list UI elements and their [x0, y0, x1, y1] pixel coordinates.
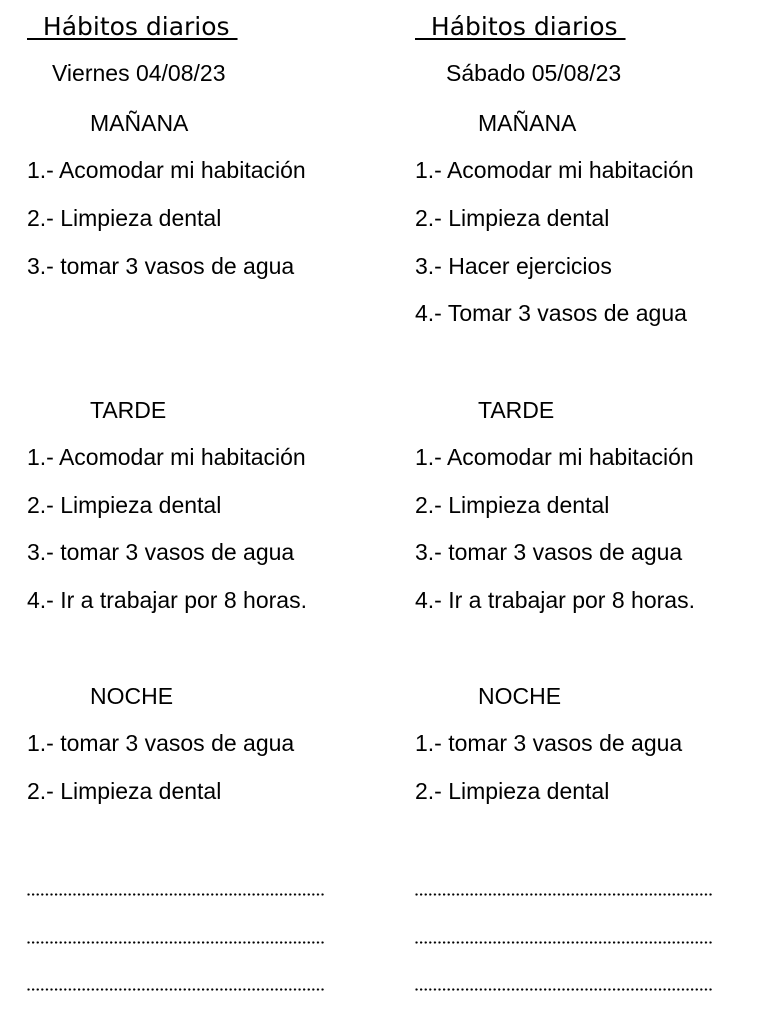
habit-item: 2.- Limpieza dental: [27, 778, 222, 804]
section-heading-night: NOCHE: [90, 683, 174, 709]
section-heading-morning: MAÑANA: [478, 110, 577, 136]
blank-dotted-line: [415, 941, 714, 944]
blank-dotted-line: [415, 893, 714, 896]
habit-item: 2.- Limpieza dental: [415, 778, 610, 804]
habit-item: 1.- Acomodar mi habitación: [415, 444, 694, 470]
blank-dotted-line: [27, 893, 326, 896]
habit-item: 2.- Limpieza dental: [415, 205, 610, 231]
blank-dotted-line: [415, 988, 714, 991]
habit-item: 3.- tomar 3 vasos de agua: [27, 253, 295, 279]
habit-item: 2.- Limpieza dental: [415, 492, 610, 518]
habit-item: 1.- Acomodar mi habitación: [27, 444, 306, 470]
section-heading-afternoon: TARDE: [478, 397, 555, 423]
blank-dotted-line: [27, 988, 326, 991]
habit-item: 1.- Acomodar mi habitación: [415, 157, 694, 183]
habit-item: 3.- Hacer ejercicios: [415, 253, 612, 279]
habit-item: 1.- tomar 3 vasos de agua: [415, 730, 683, 756]
section-heading-morning: MAÑANA: [90, 110, 189, 136]
blank-dotted-line: [27, 941, 326, 944]
habit-item: 1.- tomar 3 vasos de agua: [27, 730, 295, 756]
habit-item: 4.- Tomar 3 vasos de agua: [415, 300, 687, 326]
day-date: Viernes 04/08/23: [52, 60, 226, 86]
page-title: Hábitos diarios: [27, 12, 238, 41]
section-heading-afternoon: TARDE: [90, 397, 167, 423]
habit-item: 2.- Limpieza dental: [27, 205, 222, 231]
habit-item: 4.- Ir a trabajar por 8 horas.: [27, 587, 307, 613]
habit-item: 3.- tomar 3 vasos de agua: [415, 539, 683, 565]
habit-item: 3.- tomar 3 vasos de agua: [27, 539, 295, 565]
page-title: Hábitos diarios: [415, 12, 626, 41]
habit-item: 4.- Ir a trabajar por 8 horas.: [415, 587, 695, 613]
habit-item: 1.- Acomodar mi habitación: [27, 157, 306, 183]
habit-item: 2.- Limpieza dental: [27, 492, 222, 518]
section-heading-night: NOCHE: [478, 683, 562, 709]
day-date: Sábado 05/08/23: [446, 60, 622, 86]
